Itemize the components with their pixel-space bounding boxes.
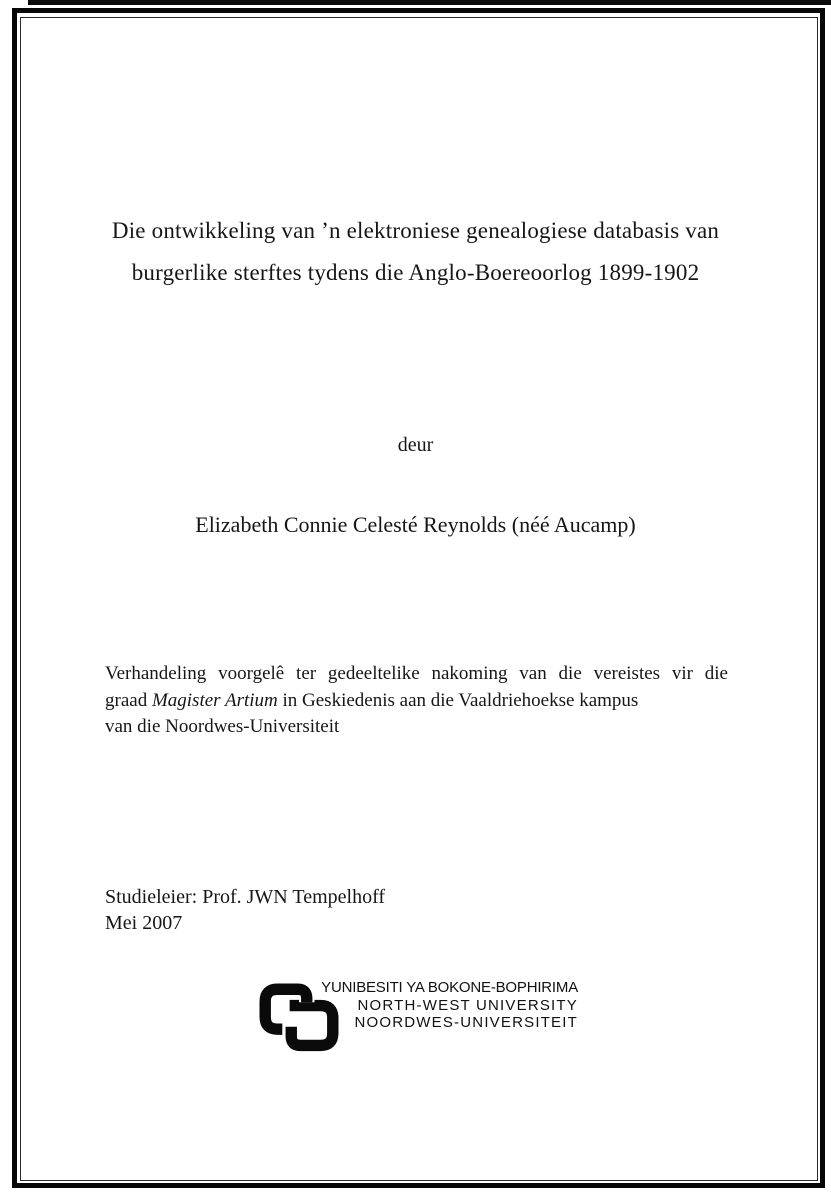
- university-name-afrikaans: NOORDWES-UNIVERSITEIT: [354, 1014, 578, 1031]
- university-name-setswana: YUNIBESITI YA BOKONE-BOPHIRIMA: [321, 979, 578, 996]
- submission-line-2-pre: graad: [105, 689, 152, 711]
- date-line: Mei 2007: [105, 912, 183, 934]
- university-name-english: NORTH-WEST UNIVERSITY: [357, 996, 578, 1014]
- thesis-title: [60, 210, 771, 294]
- supervisor-block: [105, 884, 385, 936]
- university-name-block: [318, 979, 578, 1032]
- university-logo: [253, 976, 583, 1056]
- thesis-title-line-2: burgerlike sterftes tydens die Anglo-Boereoorlog 1899-1902: [131, 260, 700, 285]
- supervisor-line: Studieleier: Prof. JWN Tempelhoff: [105, 886, 386, 908]
- scan-edge-artifact: [28, 0, 831, 5]
- thesis-title-line-1: Die ontwikkeling van ’n elektroniese genealogiese databasis van: [111, 218, 720, 243]
- submission-line-1: Verhandeling voorgelê ter gedeeltelike nakoming van die vereistes vir die: [105, 663, 728, 684]
- author-name: Elizabeth Connie Celesté Reynolds (néé Aucamp): [195, 512, 636, 537]
- submission-line-2-post: in Geskiedenis aan die Vaaldriehoekse kampus: [277, 689, 639, 711]
- submission-statement: [105, 661, 728, 741]
- byline-label: deur: [397, 434, 434, 456]
- submission-line-3: van die Noordwes-Universiteit: [105, 716, 340, 737]
- degree-name: Magister Artium: [151, 689, 278, 711]
- submission-line-2: [105, 688, 728, 715]
